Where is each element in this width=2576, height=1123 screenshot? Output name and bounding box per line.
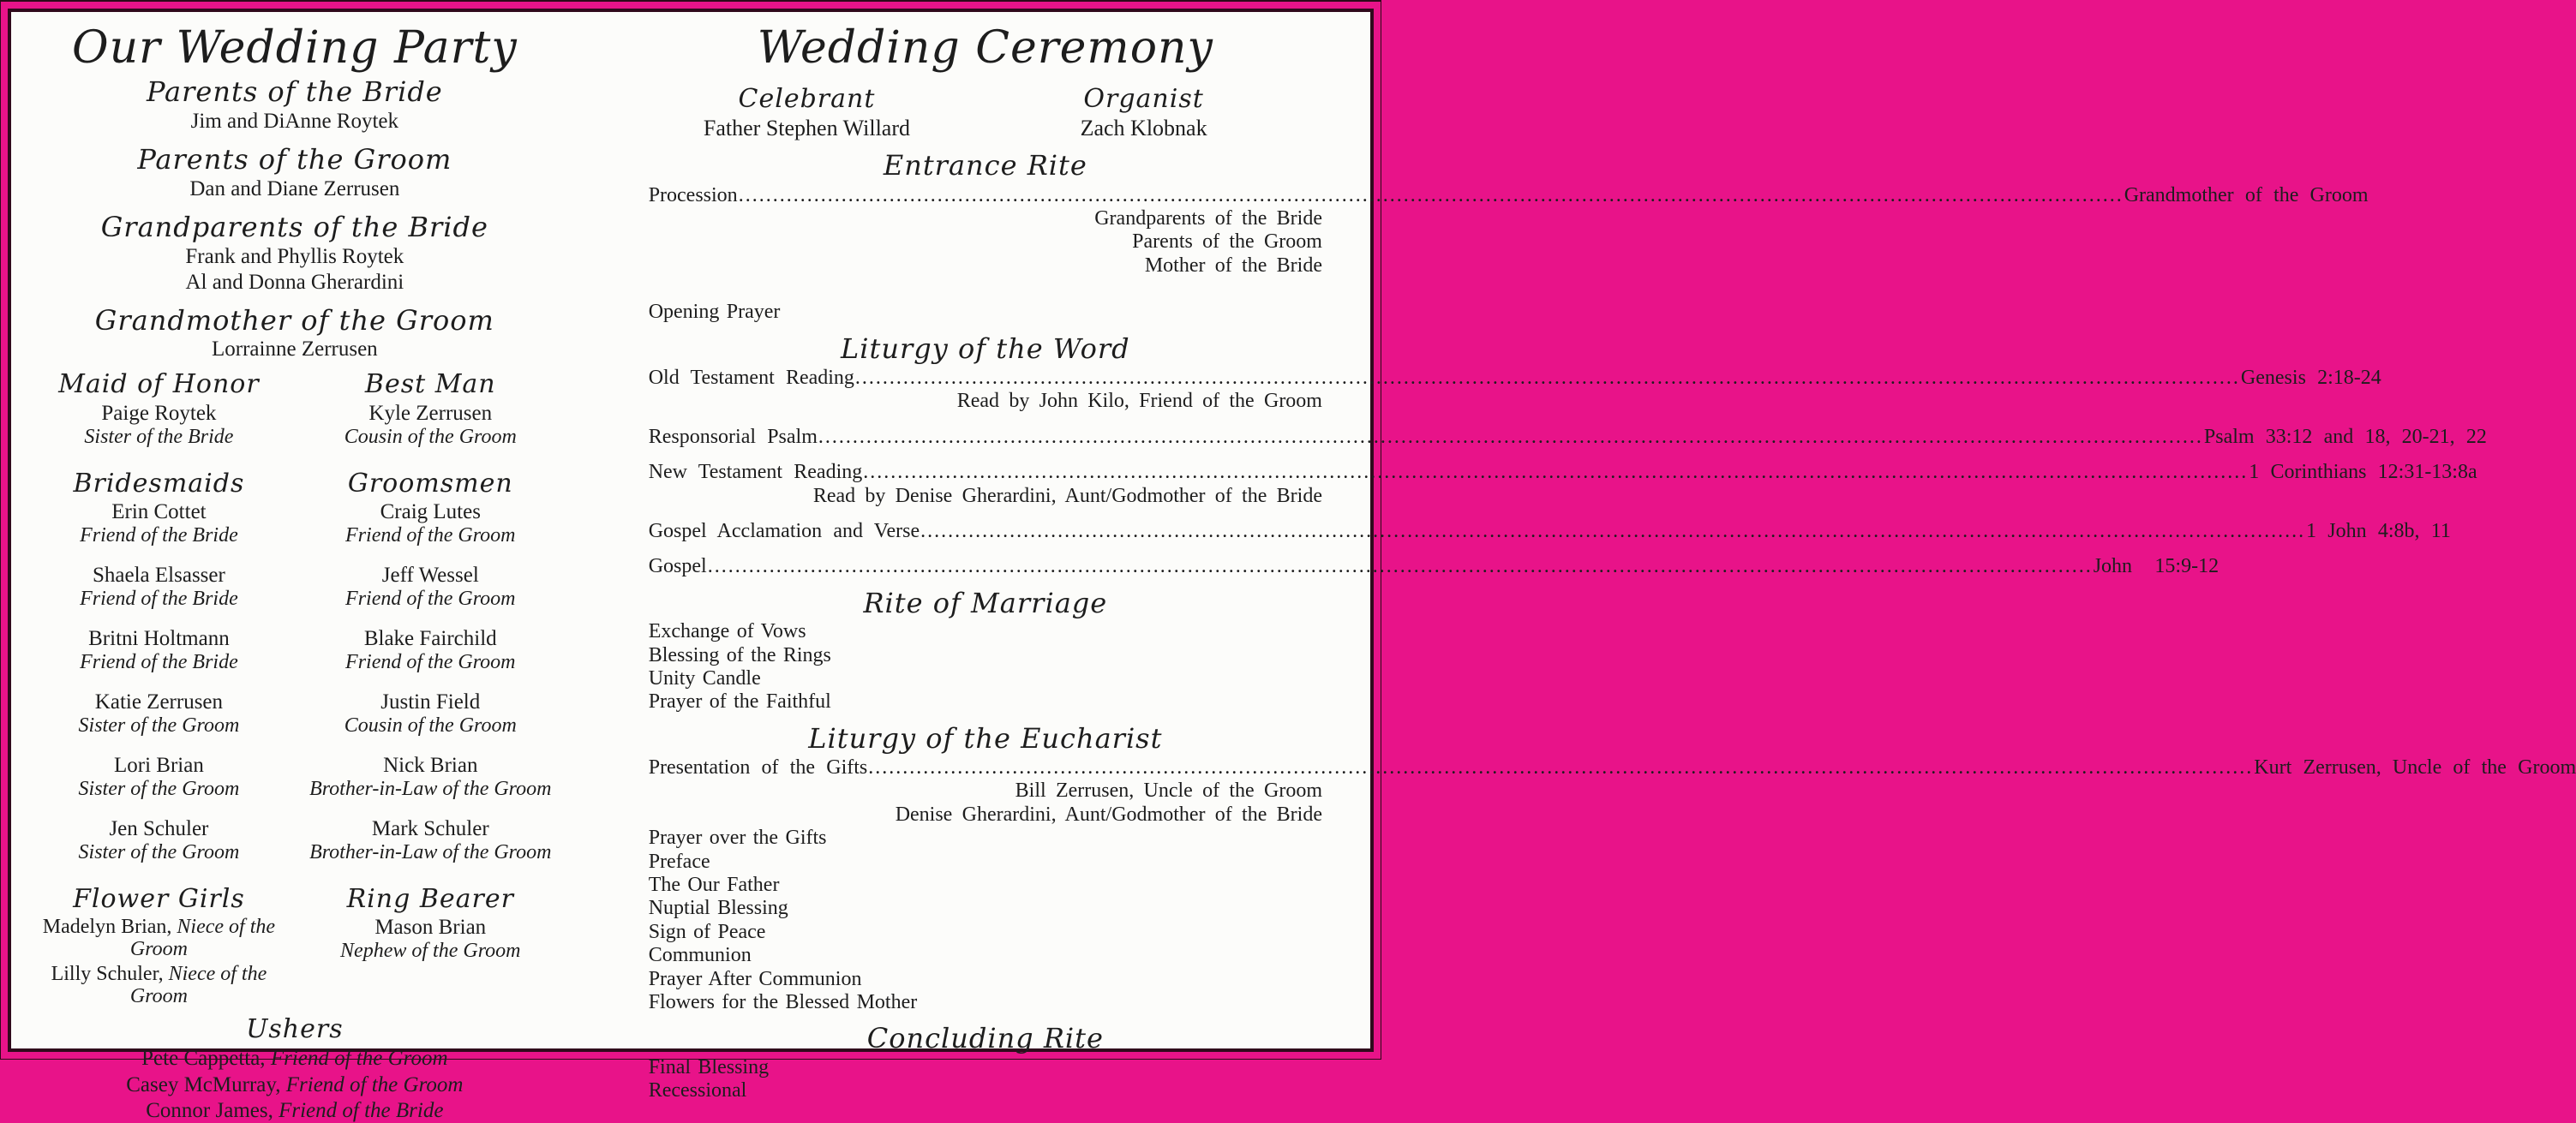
person-role: Sister of the Groom bbox=[78, 714, 240, 737]
ring-bearer-heading: Ring Bearer bbox=[346, 883, 514, 914]
program-line: Parents of the Groom bbox=[1132, 230, 1322, 254]
section-heading: Parents of the Groom bbox=[137, 142, 452, 176]
list-item bbox=[23, 1048, 566, 1071]
program-line bbox=[648, 367, 2381, 390]
line-value: Grandmother of the Groom bbox=[2124, 183, 2369, 206]
person-role: Friend of the Groom bbox=[285, 1072, 464, 1096]
person-role: Nephew of the Groom bbox=[340, 940, 521, 962]
line-label: Procession bbox=[648, 183, 738, 206]
program-line: Unity Candle bbox=[648, 666, 761, 690]
person-role: Friend of the Groom bbox=[345, 651, 516, 673]
parents-of-bride-section bbox=[23, 76, 566, 134]
person-role: Brother-in-Law of the Groom bbox=[309, 777, 552, 800]
program-line: Flowers for the Blessed Mother bbox=[648, 991, 918, 1013]
program-line: Denise Gherardini, Aunt/Godmother of the Bride bbox=[895, 803, 1322, 826]
line-label: Responsorial Psalm bbox=[648, 425, 818, 448]
list-item bbox=[23, 1074, 566, 1097]
list-item bbox=[295, 627, 566, 674]
person-role: Cousin of the Groom bbox=[344, 425, 517, 448]
liturgy-of-the-eucharist-section bbox=[648, 721, 2576, 1014]
program-line: Bill Zerrusen, Uncle of the Groom bbox=[1015, 780, 1322, 803]
line-label: Gospel Acclamation and Verse bbox=[648, 519, 920, 542]
program-line: Sign of Peace bbox=[648, 920, 766, 943]
bridesmaids-heading: Bridesmaids bbox=[73, 468, 245, 499]
program-line: Read by John Kilo, Friend of the Groom bbox=[956, 390, 1322, 413]
list-item bbox=[295, 500, 566, 547]
list-item bbox=[23, 690, 295, 738]
concluding-rite-section bbox=[649, 1022, 1322, 1102]
line-value: 1 John 4:8b, 11 bbox=[2306, 519, 2451, 542]
wedding-party-title: Our Wedding Party bbox=[71, 22, 518, 74]
person-name: Dan and Diane Zerrusen bbox=[189, 176, 400, 200]
person-role: Friend of the Bride bbox=[80, 651, 238, 673]
family-sections bbox=[23, 76, 566, 361]
program-line: Recessional bbox=[648, 1079, 747, 1102]
list-item bbox=[295, 754, 566, 801]
bride-side-column bbox=[23, 370, 295, 1007]
person-name: Madelyn Brian, bbox=[42, 916, 172, 938]
section-heading: Parents of the Bride bbox=[146, 75, 443, 109]
liturgy-of-the-word-section bbox=[648, 332, 2487, 578]
person-name: Justin Field bbox=[380, 690, 481, 714]
person-name: Mason Brian bbox=[374, 916, 487, 939]
list-item bbox=[23, 916, 295, 961]
best-man-heading: Best Man bbox=[364, 369, 496, 400]
line-label: New Testament Reading bbox=[648, 461, 863, 484]
program-line: Read by Denise Gherardini, Aunt/Godmother of the Bride bbox=[812, 484, 1322, 507]
person-name: Al and Donna Gherardini bbox=[185, 270, 404, 294]
person-name: Erin Cottet bbox=[111, 500, 207, 524]
organist-heading: Organist bbox=[1083, 84, 1204, 115]
wedding-ceremony-title: Wedding Ceremony bbox=[757, 22, 1213, 74]
program-line: Prayer over the Gifts bbox=[648, 827, 827, 850]
program-line: Nuptial Blessing bbox=[648, 897, 788, 920]
list-item bbox=[23, 754, 295, 801]
dotted-leader bbox=[855, 367, 2240, 389]
person-name: Casey McMurray, bbox=[126, 1072, 281, 1096]
person-name: Britni Holtmann bbox=[88, 627, 230, 650]
person-name: Blake Fairchild bbox=[363, 627, 497, 650]
line-value: Genesis 2:18-24 bbox=[2240, 367, 2381, 390]
person-name: Shaela Elsasser bbox=[93, 564, 225, 588]
person-role: Friend of the Bride bbox=[80, 524, 238, 547]
list-item bbox=[295, 564, 566, 611]
program-line: Communion bbox=[648, 944, 752, 967]
person-name: Katie Zerrusen bbox=[94, 690, 224, 714]
person-name: Jeff Wessel bbox=[381, 564, 479, 588]
section-heading: Liturgy of the Word bbox=[841, 332, 1130, 365]
program-line: Final Blessing bbox=[648, 1055, 770, 1078]
celebrant-heading: Celebrant bbox=[738, 84, 876, 115]
person-name: Lorrainne Zerrusen bbox=[212, 337, 378, 361]
person-name: Lori Brian bbox=[114, 753, 204, 777]
program-line: Prayer After Communion bbox=[648, 967, 862, 990]
program-line: Prayer of the Faithful bbox=[648, 690, 831, 714]
dotted-leader bbox=[863, 461, 2248, 483]
maid-of-honor-heading: Maid of Honor bbox=[58, 369, 260, 400]
dotted-leader bbox=[818, 426, 2203, 448]
flower-girls-heading: Flower Girls bbox=[73, 883, 245, 914]
program-line: Grandparents of the Bride bbox=[1094, 207, 1322, 230]
program-line bbox=[648, 756, 2576, 780]
line-value: John 15:9-12 bbox=[2093, 555, 2220, 578]
person-role: Friend of the Groom bbox=[270, 1047, 448, 1071]
dotted-leader bbox=[708, 555, 2093, 577]
ushers-section bbox=[23, 1015, 566, 1123]
person-role: Cousin of the Groom bbox=[344, 714, 517, 737]
person-name: Pete Cappetta, bbox=[141, 1047, 266, 1071]
section-heading: Entrance Rite bbox=[883, 149, 1087, 182]
program-paper bbox=[8, 9, 2576, 1123]
list-item bbox=[23, 564, 295, 611]
line-value: Psalm 33:12 and 18, 20-21, 22 bbox=[2203, 425, 2487, 448]
person-role: Sister of the Bride bbox=[84, 425, 234, 448]
wedding-ceremony-page bbox=[623, 12, 2576, 1102]
program-line: Exchange of Vows bbox=[648, 620, 806, 643]
section-heading: Liturgy of the Eucharist bbox=[808, 721, 1163, 755]
line-label: Gospel bbox=[648, 555, 707, 578]
section-heading: Rite of Marriage bbox=[863, 586, 1108, 619]
person-name: Zach Klobnak bbox=[1080, 115, 1207, 140]
ushers-heading: Ushers bbox=[246, 1013, 344, 1044]
line-value: 1 Corinthians 12:31-13:8a bbox=[2249, 461, 2477, 484]
person-name: Frank and Phyllis Roytek bbox=[185, 244, 404, 268]
program-line bbox=[648, 555, 2220, 578]
person-name: Craig Lutes bbox=[380, 500, 481, 524]
person-role: Friend of the Bride bbox=[279, 1099, 444, 1123]
program-line: The Our Father bbox=[648, 874, 780, 897]
dotted-leader bbox=[920, 520, 2305, 542]
person-name: Kyle Zerrusen bbox=[368, 401, 493, 425]
person-name: Nick Brian bbox=[383, 753, 478, 777]
celebrant-block bbox=[649, 85, 966, 140]
grandparents-of-bride-section bbox=[23, 212, 566, 295]
groom-side-column bbox=[295, 370, 566, 1007]
program-line bbox=[648, 425, 2487, 448]
program-line bbox=[648, 519, 2451, 542]
list-item bbox=[23, 963, 295, 1008]
program-line: Blessing of the Rings bbox=[648, 643, 831, 666]
list-item bbox=[295, 817, 566, 864]
wedding-party-page bbox=[11, 12, 623, 1123]
person-name: Lilly Schuler, bbox=[51, 962, 164, 985]
person-name: Paige Roytek bbox=[101, 401, 217, 425]
program-line: Preface bbox=[648, 850, 710, 873]
list-item bbox=[23, 627, 295, 674]
person-role: Sister of the Groom bbox=[78, 840, 240, 863]
program-line: Mother of the Bride bbox=[1144, 254, 1322, 277]
program-line: Opening Prayer bbox=[648, 301, 781, 324]
organist-block bbox=[965, 85, 1322, 140]
person-role: Friend of the Groom bbox=[345, 588, 516, 611]
person-role: Sister of the Groom bbox=[78, 777, 240, 800]
list-item bbox=[295, 690, 566, 738]
section-heading: Concluding Rite bbox=[866, 1022, 1104, 1055]
line-value: Kurt Zerrusen, Uncle of the Groom bbox=[2254, 756, 2576, 780]
officiants-row bbox=[649, 85, 1322, 140]
list-item bbox=[23, 500, 295, 547]
dotted-leader bbox=[868, 756, 2253, 779]
entrance-rite-section bbox=[648, 149, 2369, 324]
list-item bbox=[23, 817, 295, 864]
section-heading: Grandparents of the Bride bbox=[100, 210, 488, 243]
rite-of-marriage-section bbox=[649, 587, 1322, 714]
person-role: Niece of the Groom bbox=[129, 962, 267, 1008]
program-line bbox=[648, 183, 2369, 206]
section-heading: Grandmother of the Groom bbox=[94, 303, 494, 337]
dotted-leader bbox=[739, 184, 2124, 206]
person-role: Brother-in-Law of the Groom bbox=[309, 840, 552, 863]
groomsmen-heading: Groomsmen bbox=[347, 468, 513, 499]
line-label: Old Testament Reading bbox=[648, 367, 854, 390]
program-line bbox=[648, 461, 2477, 484]
grandmother-of-groom-section bbox=[23, 305, 566, 362]
line-label: Presentation of the Gifts bbox=[648, 756, 868, 780]
person-name: Jen Schuler bbox=[109, 816, 209, 840]
wedding-party-columns bbox=[23, 370, 566, 1007]
person-name: Mark Schuler bbox=[371, 816, 489, 840]
person-role: Friend of the Bride bbox=[80, 588, 238, 611]
parents-of-groom-section bbox=[23, 144, 566, 201]
person-name: Father Stephen Willard bbox=[703, 115, 910, 140]
person-name: Jim and DiAnne Roytek bbox=[190, 109, 399, 133]
list-item bbox=[23, 1100, 566, 1123]
person-role: Friend of the Groom bbox=[345, 524, 516, 547]
person-role: Niece of the Groom bbox=[129, 916, 276, 961]
person-name: Connor James, bbox=[146, 1099, 273, 1123]
